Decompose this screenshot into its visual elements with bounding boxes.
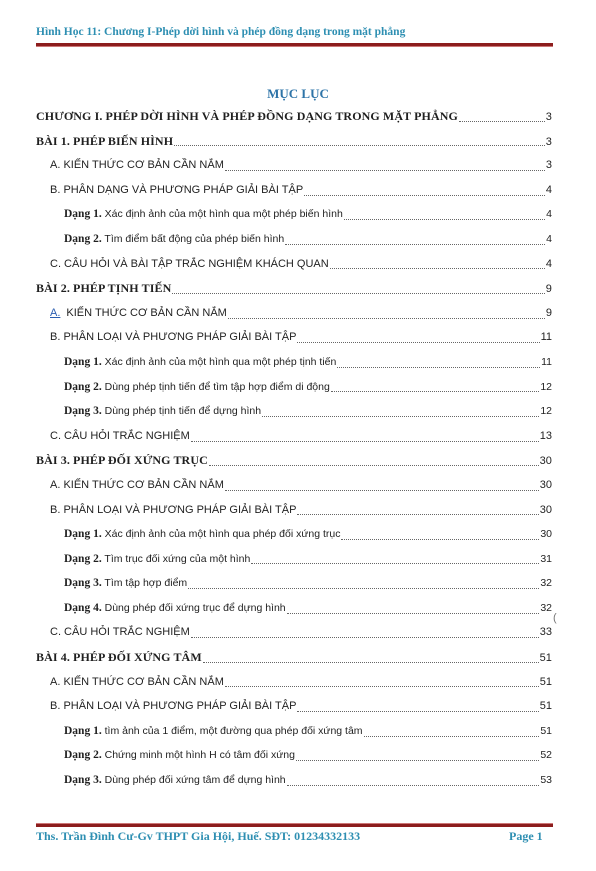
toc-entry-label [50, 670, 224, 695]
toc-entry[interactable] [36, 104, 552, 129]
toc-entry-text: C. CÂU HỎI TRẮC NGHIỆM [50, 626, 190, 639]
toc-entry-page: 30 [539, 503, 552, 516]
toc-entry-text: Dùng phép tịnh tiến để tìm tập hợp điểm di động [101, 380, 330, 393]
toc-entry-text: BÀI 1. PHÉP BIẾN HÌNH [36, 133, 174, 148]
toc-entry[interactable] [36, 178, 552, 203]
toc-leader-dots [330, 268, 545, 269]
toc-entry-text: B. PHÂN LOẠI VÀ PHƯƠNG PHÁP GIẢI BÀI TẬP [50, 503, 297, 516]
toc-entry-page: 11 [541, 355, 552, 368]
toc-entry-text: A. KIẾN THỨC CƠ BẢN CẦN NẮM [50, 675, 224, 688]
toc-entry-page: 51 [539, 652, 552, 665]
toc-entry-text: Chứng minh một hình H có tâm đối xứng [101, 749, 295, 762]
toc-entry-label [64, 375, 330, 400]
toc-entry-label [64, 596, 286, 621]
toc-entry-label [64, 522, 340, 547]
toc-entry-label [50, 694, 296, 719]
toc-leader-dots [297, 342, 539, 343]
toc-entry[interactable] [36, 571, 552, 596]
toc-entry-text: KIẾN THỨC CƠ BẢN CẦN NẮM [66, 306, 227, 319]
toc-leader-dots [188, 588, 539, 589]
toc-entry-text: B. PHÂN LOẠI VÀ PHƯƠNG PHÁP GIẢI BÀI TẬP [50, 331, 297, 344]
toc-entry-text: Dùng phép tịnh tiến để dựng hình [101, 405, 262, 418]
toc-entry[interactable] [36, 670, 552, 695]
toc-entry-label [50, 252, 329, 277]
toc-entry-label [36, 448, 208, 473]
toc-entry-type: Dạng 3. [64, 577, 102, 590]
toc-entry-text: BÀI 3. PHÉP ĐỐI XỨNG TRỤC [36, 453, 208, 468]
toc-entry-label [64, 719, 363, 744]
toc-entry-type: Dạng 1. [64, 355, 102, 368]
toc-entry-type: Dạng 1. [64, 724, 102, 737]
toc-title: MỤC LỤC [267, 86, 329, 101]
toc-entry-text: C. CÂU HỎI VÀ BÀI TẬP TRẮC NGHIỆM KHÁCH QUAN [50, 257, 329, 270]
footer-divider [36, 823, 553, 827]
toc-entry[interactable] [36, 202, 552, 227]
toc-entry-label [36, 645, 202, 670]
toc-leader-dots [285, 244, 545, 245]
toc-leader-dots [297, 514, 538, 515]
toc-entry-label [50, 620, 190, 645]
toc-entry-label [36, 129, 173, 154]
toc-entry-type: Dạng 2. [64, 749, 102, 762]
toc-entry-label [50, 498, 296, 523]
toc-entry-label [64, 350, 336, 375]
toc-entry-page: 32 [540, 601, 552, 614]
toc-entry-label [64, 227, 284, 252]
toc-entry-page: 52 [540, 749, 552, 762]
toc-entry-label [64, 743, 295, 768]
toc-entry[interactable] [36, 743, 552, 768]
toc-leader-dots [297, 711, 538, 712]
toc-leader-dots [287, 785, 540, 786]
toc-entry-text: Tìm tập hợp điểm [101, 577, 188, 590]
toc-entry[interactable] [36, 399, 552, 424]
toc-entry[interactable] [36, 719, 552, 744]
toc-entry[interactable] [36, 620, 552, 645]
toc-entry-page: 51 [539, 700, 552, 713]
toc-entry[interactable] [36, 227, 552, 252]
toc-leader-dots [172, 293, 544, 294]
toc-leader-dots [341, 539, 539, 540]
toc-entry-page: 9 [545, 283, 552, 296]
toc-entry-text: Dùng phép đối xứng tâm để dựng hình [101, 774, 286, 787]
toc-entry[interactable] [36, 522, 552, 547]
toc-entry[interactable] [36, 547, 552, 572]
toc-entry-prefix[interactable]: A. [50, 306, 61, 319]
toc-entry-type: Dạng 2. [64, 552, 102, 565]
toc-entry-type: Dạng 1. [64, 208, 102, 221]
toc-leader-dots [251, 563, 539, 564]
toc-entry-page: 13 [539, 429, 552, 442]
toc-entry-page: 4 [545, 257, 552, 270]
toc-entry-label [36, 104, 458, 129]
toc-entry[interactable] [36, 424, 552, 449]
toc-entry[interactable] [36, 276, 552, 301]
toc-entry-page: 30 [539, 455, 552, 468]
toc-entry-label [50, 325, 296, 350]
toc-leader-dots [304, 195, 545, 196]
toc-entry-text: Xác định ảnh của một hình qua phép đối xứng trục [101, 528, 341, 541]
toc-entry-text: tìm ảnh của 1 điểm, một đường qua phép đối xứng tâm [101, 724, 363, 737]
toc-entry-text: BÀI 2. PHÉP TỊNH TIẾN [36, 281, 172, 296]
toc-entry-label [64, 399, 261, 424]
toc-entry[interactable] [36, 129, 552, 154]
toc-entry[interactable] [36, 350, 552, 375]
page-header: Hình Học 11: Chương I-Phép dời hình và phép đồng dạng trong mặt phẳng [36, 26, 406, 38]
toc-entry-label [50, 301, 227, 326]
toc-entry-text: A. KIẾN THỨC CƠ BẢN CẦN NẮM [50, 478, 224, 491]
toc-entry[interactable] [36, 375, 552, 400]
toc-entry-label [50, 424, 190, 449]
toc-entry[interactable] [36, 596, 552, 621]
toc-entry-page: 33 [539, 626, 552, 639]
toc-leader-dots [296, 760, 539, 761]
toc-entry[interactable] [36, 645, 552, 670]
toc-entry-label [50, 153, 224, 178]
toc-entry-text: Xác định ảnh của một hình qua một phép tịnh tiến [101, 355, 337, 368]
toc-entry[interactable] [36, 498, 552, 523]
toc-entry-text: CHƯƠNG I. PHÉP DỜI HÌNH VÀ PHÉP ĐỒNG DẠNG TRONG MẶT PHẲNG [36, 109, 458, 123]
toc-entry-page: 4 [545, 183, 552, 196]
toc-entry-type: Dạng 2. [64, 232, 102, 245]
toc-entry-label [50, 178, 303, 203]
toc-entry-type: Dạng 1. [64, 528, 102, 541]
toc-leader-dots [337, 367, 540, 368]
toc-entry-page: 4 [546, 208, 552, 221]
toc-leader-dots [459, 121, 545, 122]
toc-entry-label [64, 768, 286, 793]
toc-entry-text: B. PHÂN LOẠI VÀ PHƯƠNG PHÁP GIẢI BÀI TẬP [50, 700, 297, 713]
toc-entry-page: 3 [545, 159, 552, 172]
toc-entry-page: 32 [540, 577, 552, 590]
toc-entry-label [64, 202, 343, 227]
toc-entry[interactable] [36, 473, 552, 498]
footer-author: Ths. Trần Đình Cư-Gv THPT Gia Hội, Huế. SĐT: 01234332133 [36, 829, 361, 843]
toc-entry-type: Dạng 3. [64, 774, 102, 787]
toc-leader-dots [228, 318, 545, 319]
toc-leader-dots [262, 416, 539, 417]
toc-leader-dots [364, 736, 540, 737]
toc-leader-dots [174, 145, 545, 146]
toc-entry-page: 12 [540, 380, 552, 393]
toc-entry-text: C. CÂU HỎI TRẮC NGHIỆM [50, 429, 190, 442]
toc-entry-page: 11 [540, 331, 552, 344]
page-number: Page 1 [509, 829, 543, 843]
toc-entry-page: 3 [545, 111, 552, 123]
toc-entry-page: 31 [540, 552, 552, 565]
table-of-contents [36, 104, 552, 793]
toc-entry[interactable] [36, 252, 552, 277]
toc-entry[interactable] [36, 301, 552, 326]
toc-leader-dots [225, 686, 539, 687]
toc-leader-dots [331, 391, 539, 392]
toc-leader-dots [203, 662, 539, 663]
toc-leader-dots [225, 170, 545, 171]
toc-entry-type: Dạng 2. [64, 380, 102, 393]
toc-entry-label [50, 473, 224, 498]
toc-entry-text: Dùng phép đối xứng trục để dựng hình [101, 601, 286, 614]
toc-leader-dots [344, 219, 545, 220]
toc-entry-page: 30 [539, 478, 552, 491]
toc-entry-label [64, 547, 250, 572]
toc-entry-text: A. KIẾN THỨC CƠ BẢN CẦN NẮM [50, 159, 224, 172]
toc-entry-page: 4 [546, 232, 552, 245]
toc-leader-dots [191, 637, 539, 638]
toc-entry-page: 9 [545, 306, 552, 319]
toc-entry-label [64, 571, 187, 596]
toc-entry-text: Tìm điểm bất động của phép biến hình [101, 232, 285, 245]
toc-entry-page: 30 [540, 528, 552, 541]
header-divider [36, 43, 553, 47]
toc-entry[interactable] [36, 694, 552, 719]
toc-leader-dots [225, 490, 539, 491]
toc-leader-dots [287, 613, 540, 614]
toc-entry[interactable] [36, 768, 552, 793]
toc-entry-page: 51 [540, 724, 552, 737]
toc-leader-dots [209, 465, 539, 466]
toc-entry-page: 51 [539, 675, 552, 688]
toc-leader-dots [191, 441, 539, 442]
toc-entry-label [36, 276, 171, 301]
margin-mark: ( [553, 612, 557, 624]
toc-entry-page: 53 [540, 774, 552, 787]
toc-entry-page: 12 [540, 405, 552, 418]
toc-entry-type: Dạng 4. [64, 601, 102, 614]
toc-entry-text: BÀI 4. PHÉP ĐỐI XỨNG TÂM [36, 650, 202, 665]
toc-entry-text: B. PHÂN DẠNG VÀ PHƯƠNG PHÁP GIẢI BÀI TẬP [50, 183, 304, 196]
toc-entry[interactable] [36, 448, 552, 473]
toc-entry-page: 3 [545, 135, 552, 148]
toc-entry-type: Dạng 3. [64, 405, 102, 418]
toc-entry[interactable] [36, 153, 552, 178]
toc-entry[interactable] [36, 325, 552, 350]
toc-entry-text: Tìm trục đối xứng của một hình [101, 552, 251, 565]
toc-entry-text: Xác định ảnh của một hình qua một phép biến hình [101, 208, 343, 221]
